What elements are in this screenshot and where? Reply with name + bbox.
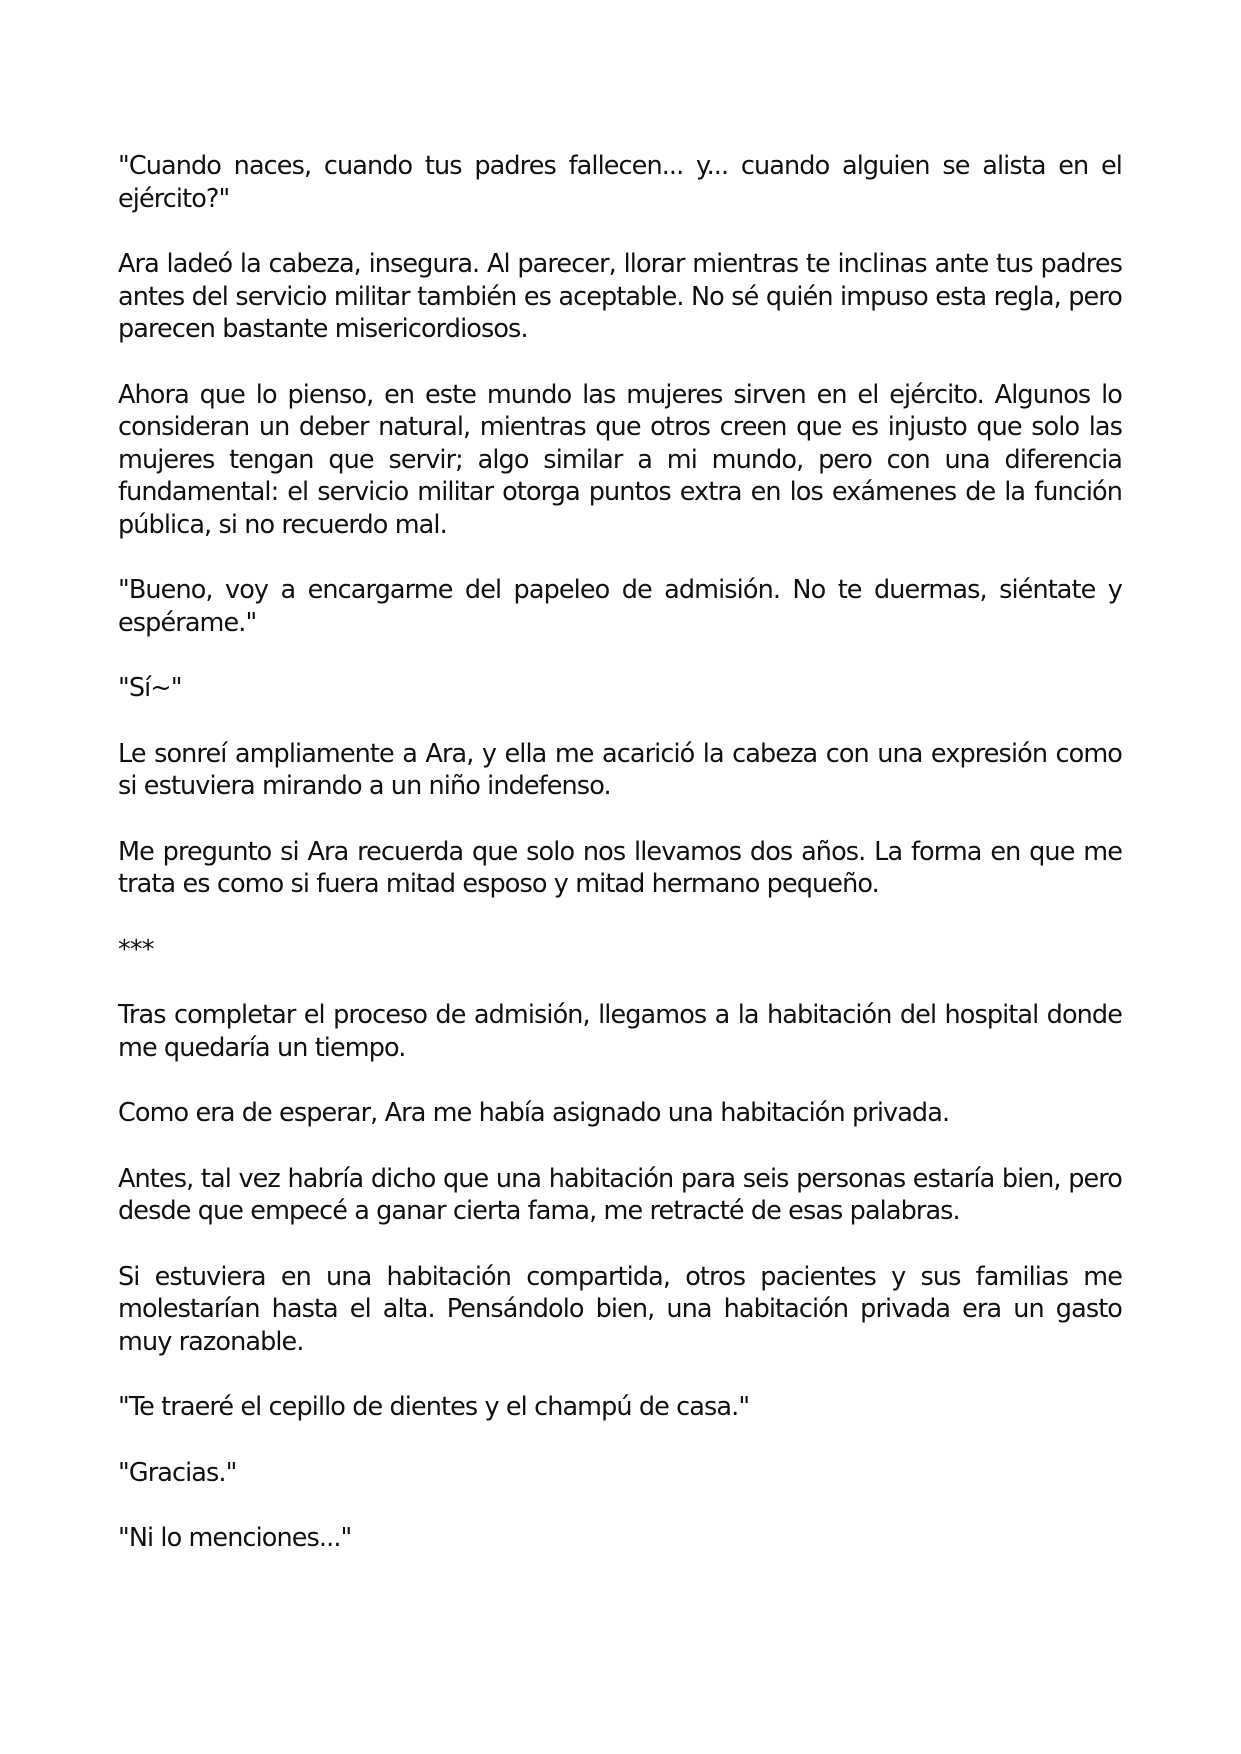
document-body: [118, 150, 1122, 1588]
paragraph-13: "Te traeré el cepillo de dientes y el champú de casa.": [118, 1392, 750, 1422]
paragraph-5: "Sí~": [118, 673, 182, 703]
paragraph-11: Antes, tal vez habría dicho que una habitación para seis personas estaría bien, pero desde que empecé a ganar cierta fama, me retracté de esas palabras.: [118, 1163, 1122, 1226]
paragraph-4: "Bueno, voy a encargarme del papeleo de admisión. No te duermas, siéntate y espérame.": [118, 575, 1122, 638]
paragraph-12: Si estuviera en una habitación compartida, otros pacientes y sus familias me molestarían hasta el alta. Pensándolo bien, una habitación privada era un gasto muy razonable.: [118, 1261, 1122, 1357]
paragraph-10: Como era de esperar, Ara me había asignado una habitación privada.: [118, 1098, 950, 1128]
paragraph-2: Ara ladeó la cabeza, insegura. Al parecer, llorar mientras te inclinas ante tus padres antes del servicio militar también es aceptable. No sé quién impuso esta regla, pero parecen bastante misericordiosos.: [118, 249, 1122, 344]
paragraph-9: Tras completar el proceso de admisión, llegamos a la habitación del hospital donde me quedaría un tiempo.: [118, 1000, 1122, 1063]
paragraph-1: "Cuando naces, cuando tus padres fallecen... y... cuando alguien se alista en el ejército?": [118, 151, 1122, 214]
paragraph-7: Me pregunto si Ara recuerda que solo nos llevamos dos años. La forma en que me trata es como si fuera mitad esposo y mitad hermano pequeño.: [118, 836, 1122, 899]
paragraph-6: Le sonreí ampliamente a Ara, y ella me acarició la cabeza con una expresión como si estuviera mirando a un niño indefenso.: [118, 738, 1122, 801]
scene-break: ***: [118, 934, 154, 965]
paragraph-14: "Gracias.": [118, 1457, 237, 1488]
paragraph-15: "Ni lo menciones...": [118, 1523, 352, 1553]
paragraph-3: Ahora que lo pienso, en este mundo las mujeres sirven en el ejército. Algunos lo consideran un deber natural, mientras que otros creen que es injusto que solo las mujeres tengan que servir; algo similar a mi mundo, pero con una diferencia fundamental: el servicio militar otorga puntos extra en los exámenes de la función pública, si no recuerdo mal.: [118, 379, 1122, 540]
